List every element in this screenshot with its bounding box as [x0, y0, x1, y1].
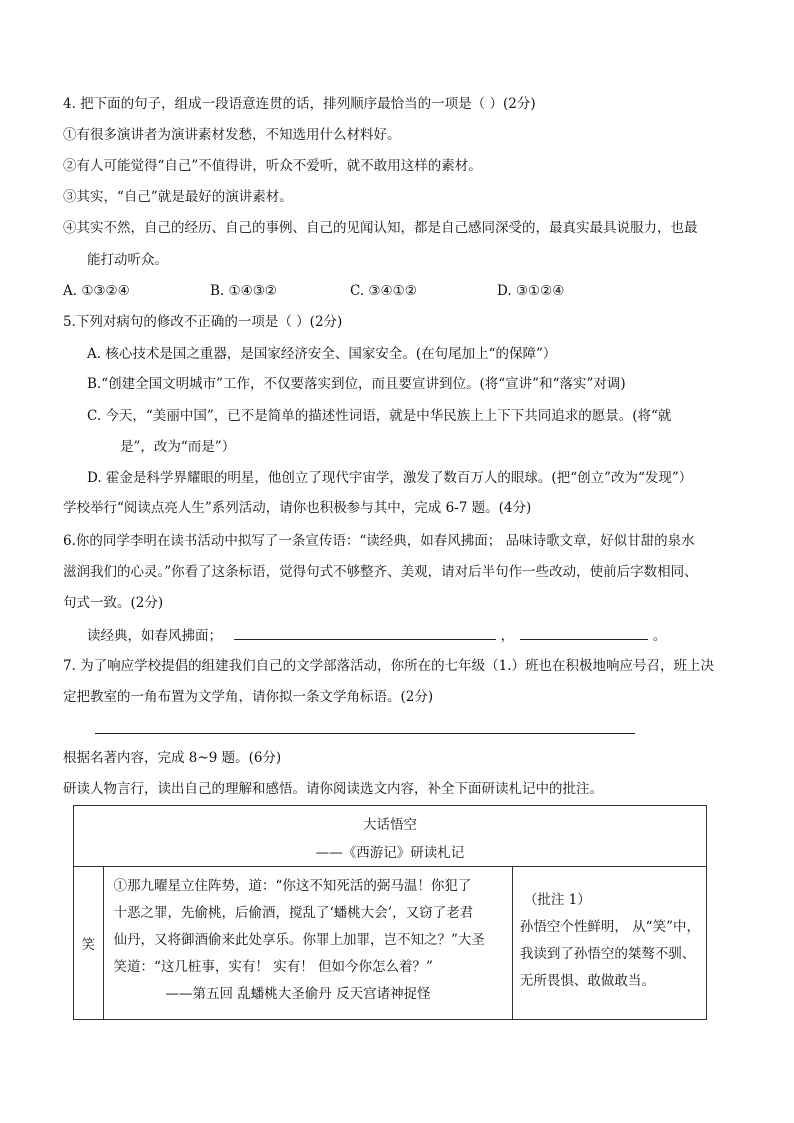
q6-comma: ， — [500, 628, 515, 644]
q6-period: 。 — [652, 628, 667, 644]
passage-source: ——第五回 乱蟠桃大圣偷丹 反天宫诸神捉怪 — [165, 986, 431, 1002]
q4-option-c: C. ③④①② — [350, 283, 417, 299]
notes-row-label: 笑 — [74, 867, 104, 1020]
annotation-line: 无所畏惧、敢做敢当。 — [519, 973, 655, 989]
q5-option-a: A. 核心技术是国之重器，是国家经济安全、国家安全。(在句尾加上“的保障”） — [87, 346, 557, 362]
q4-option-b: B. ①④③② — [210, 283, 277, 299]
q6-answer-line — [87, 625, 666, 645]
q7-line-1: 7. 为了响应学校提倡的组建我们自己的文学部落活动，你所在的七年级（1.）班也在积极地响应号召，班上决 — [63, 658, 715, 674]
q4-sentence-1: ①有很多演讲者为演讲素材发愁，不知选用什么材料好。 — [63, 127, 401, 143]
annotation-cell — [512, 867, 706, 1020]
q4-stem: 4. 把下面的句子，组成一段语意连贯的话，排列顺序最恰当的一项是（ ）(2分) — [63, 96, 536, 112]
q5-option-b: B.“创建全国文明城市”工作，不仅要落实到位，而且要宣讲到位。(将“宣讲”和“落实”对调) — [87, 376, 626, 392]
q6-answer-blank-1[interactable] — [234, 625, 496, 640]
section-8-9-intro: 根据名著内容，完成 8~9 题。(6分) — [63, 750, 282, 766]
q4-sentence-3: ③其实，“自己”就是最好的演讲素材。 — [63, 189, 293, 205]
q5-stem: 5.下列对病句的修改不正确的一项是（ ）(2分) — [63, 314, 343, 330]
q6-line-3: 句式一致。(2分) — [63, 595, 164, 611]
notes-subtitle: ——《西游记》研读札记 — [315, 845, 465, 861]
reading-notes-table — [73, 805, 707, 1020]
q4-option-d: D. ③①②④ — [497, 283, 565, 299]
section-6-7-intro: 学校举行“阅读点亮人生”系列活动，请你也积极参与其中，完成 6-7 题。(4分) — [63, 500, 532, 516]
passage-line: 十恶之罪，先偷桃，后偷酒，搅乱了‘蟠桃大会’，又窃了老君 — [113, 905, 474, 921]
q4-option-a: A. ①③②④ — [63, 283, 130, 299]
q4-sentence-4: ④其实不然，自己的经历、自己的事例、自己的见闻认知，都是自己感同深受的，最真实最具说服力，也最 — [63, 220, 698, 236]
notes-passage-cell — [103, 867, 512, 1020]
q4-sentence-4-cont: 能打动听众。 — [87, 252, 168, 268]
notes-title-cell — [74, 806, 707, 867]
q6-line-2: 滋润我们的心灵。”你看了这条标语，觉得句式不够整齐、美观，请对后半句作一些改动，使前后字数相同、 — [63, 564, 698, 580]
q4-sentence-2: ②有人可能觉得“自己”不值得讲，听众不爱听，就不敢用这样的素材。 — [63, 158, 482, 174]
section-8-9-instruction: 研读人物言行，读出自己的理解和感悟。请你阅读选文内容，补全下面研读札记中的批注。 — [63, 781, 603, 797]
q5-option-c: C. 今天，“美丽中国”，已不是简单的描述性词语，就是中华民族上上下下共同追求的愿景。(将“就 — [87, 408, 672, 424]
annotation-line: 孙悟空个性鲜明， 从“笑”中， — [519, 919, 700, 935]
annotation-title: （批注 1） — [523, 892, 591, 908]
passage-line: 仙丹，又将御酒偷来此处享乐。你罪上加罪，岂不知之？”大圣 — [113, 932, 485, 948]
q7-line-2: 定把教室的一角布置为文学角，请你拟一条文学角标语。(2分) — [63, 689, 434, 705]
q6-answer-prefix: 读经典，如春风拂面； — [87, 628, 222, 644]
q6-line-1: 6.你的同学李明在读书活动中拟写了一条宣传语：“读经典，如春风拂面； 品味诗歌文章，好似甘甜的泉水 — [63, 533, 695, 549]
q5-option-c-cont: 是”，改为“而是”） — [120, 439, 236, 455]
annotation-line: 我读到了孙悟空的桀骜不驯、 — [519, 946, 696, 962]
q7-answer-line[interactable] — [95, 733, 635, 734]
q5-option-d: D. 霍金是科学界耀眼的明星，他创立了现代宇宙学，激发了数百万人的眼球。(把“创立”改为“发现”） — [87, 470, 693, 486]
q6-answer-blank-2[interactable] — [520, 625, 648, 640]
passage-line: 笑道：“这几桩事，实有！ 实有！ 但如今你怎么着？” — [113, 959, 433, 975]
notes-title: 大话悟空 — [363, 817, 417, 833]
passage-line: ①那九曜星立住阵势，道：“你这不知死活的弼马温！你犯了 — [113, 878, 472, 894]
